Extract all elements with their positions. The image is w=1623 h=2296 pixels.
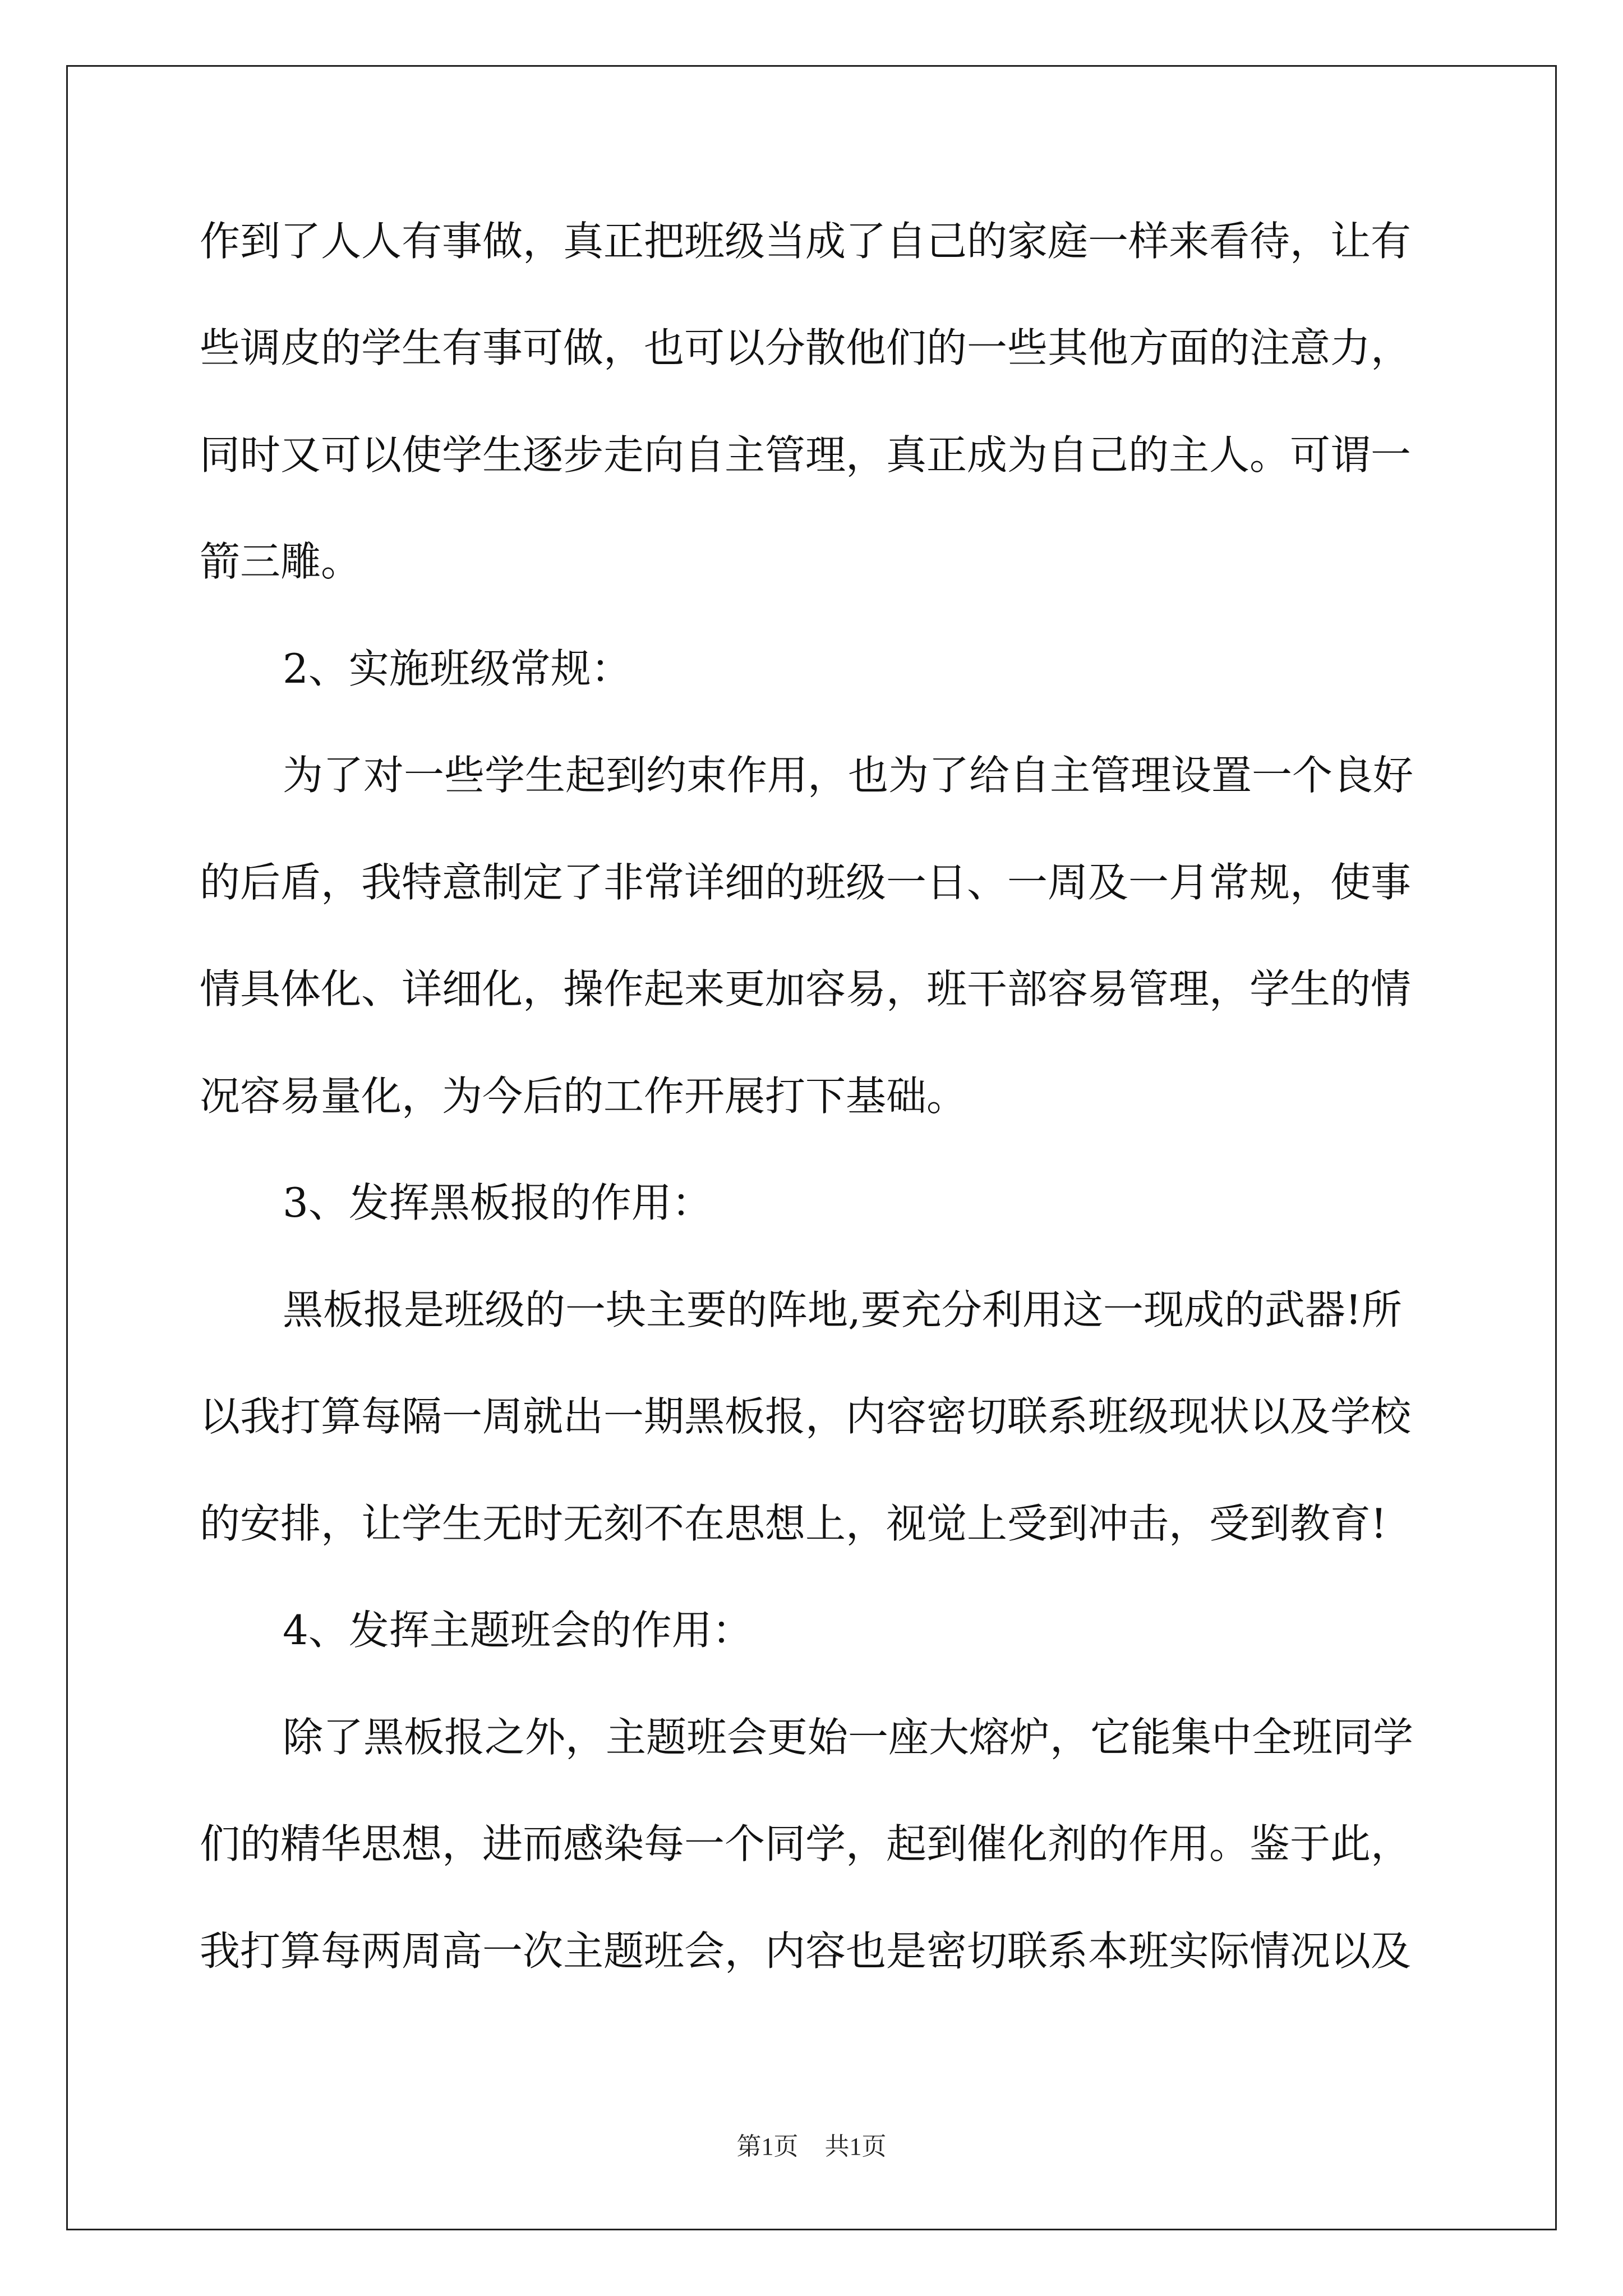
paragraph-1-line-2: 些调皮的学生有事可做，也可以分散他们的一些其他方面的注意力， (200, 324, 1412, 371)
page-number: 第1页 (736, 2133, 799, 2160)
paragraph-4-line-2: 们的精华思想，进而感染每一个同学，起到催化剂的作用。鉴于此， (200, 1820, 1412, 1867)
paragraph-2-line-1: 为了对一些学生起到约束作用，也为了给自主管理设置一个良好 (283, 752, 1414, 799)
section-heading-4: 4、发挥主题班会的作用： (283, 1607, 753, 1654)
page-border (66, 65, 1557, 2230)
paragraph-1-line-3: 同时又可以使学生逐步走向自主管理，真正成为自己的主人。可谓一 (200, 431, 1412, 478)
paragraph-2-line-2: 的后盾，我特意制定了非常详细的班级一日、一周及一月常规，使事 (200, 859, 1412, 906)
section-heading-3: 3、发挥黑板报的作用： (283, 1179, 712, 1226)
page-footer (0, 2126, 1623, 2162)
paragraph-2-line-4: 况容易量化，为今后的工作开展打下基础。 (200, 1073, 967, 1120)
paragraph-3-line-2: 以我打算每隔一周就出一期黑板报，内容密切联系班级现状以及学校 (200, 1393, 1412, 1440)
paragraph-1-line-4: 箭三雕。 (200, 538, 362, 585)
paragraph-2-line-3: 情具体化、详细化，操作起来更加容易，班干部容易管理，学生的情 (200, 965, 1412, 1013)
paragraph-1-line-1: 作到了人人有事做，真正把班级当成了自己的家庭一样来看待，让有 (200, 218, 1412, 265)
paragraph-3-line-3: 的安排，让学生无时无刻不在思想上，视觉上受到冲击，受到教育! (200, 1500, 1387, 1547)
section-heading-2: 2、实施班级常规： (283, 645, 631, 692)
page-total: 共1页 (824, 2133, 887, 2160)
paragraph-4-line-1: 除了黑板报之外，主题班会更始一座大熔炉，它能集中全班同学 (283, 1714, 1414, 1761)
paragraph-3-line-1: 黑板报是班级的一块主要的阵地,要充分利用这一现成的武器!所 (283, 1286, 1402, 1333)
paragraph-4-line-3: 我打算每两周高一次主题班会，内容也是密切联系本班实际情况以及 (200, 1927, 1412, 1975)
